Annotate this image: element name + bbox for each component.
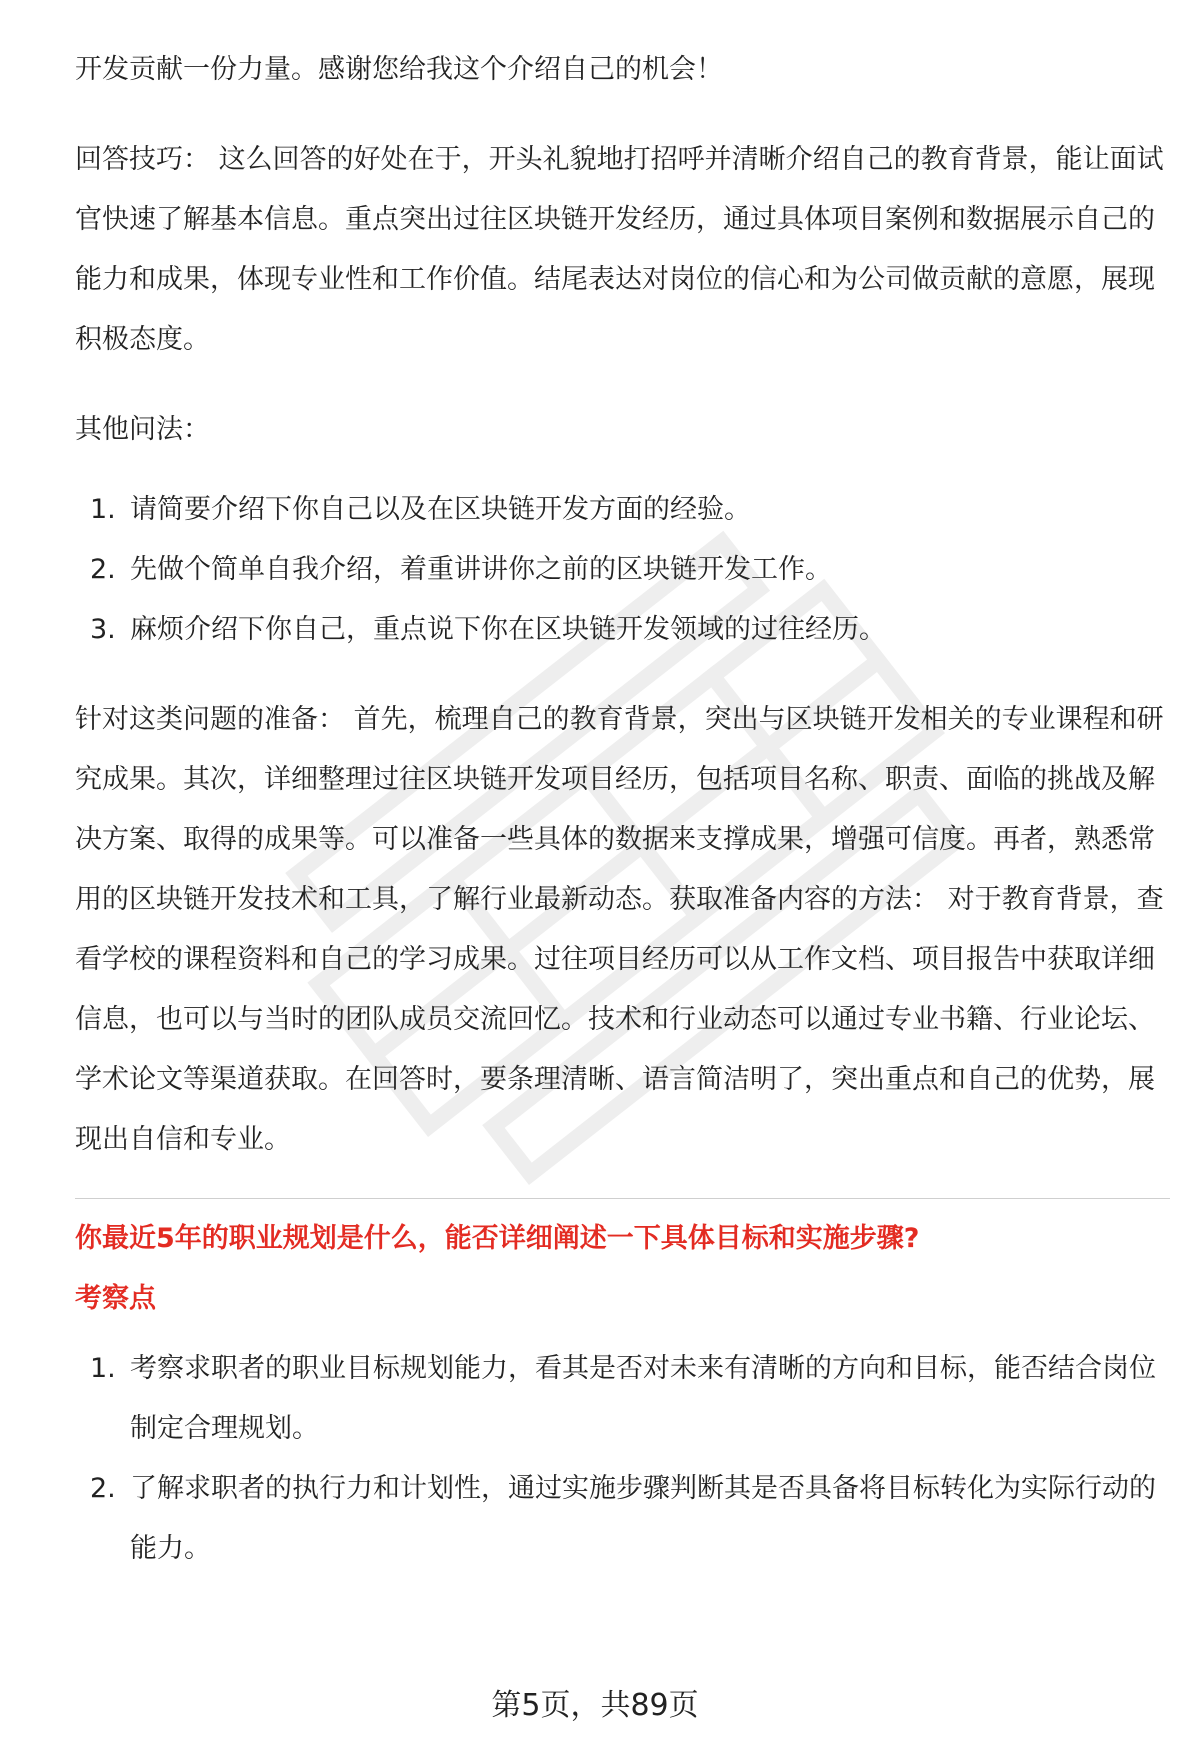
page-number: 第5页，共89页 [491, 1688, 699, 1723]
list-item: 2. 了解求职者的执行力和计划性，通过实施步骤判断其是否具备将目标转化为实际行动的能力。 [90, 1473, 1156, 1564]
preparation-paragraph: 针对这类问题的准备： 首先，梳理自己的教育背景，突出与区块链开发相关的专业课程和研究成果。其次，详细整理过往区块链开发项目经历，包括项目名称、职责、面临的挑战及解决方案、取得的成果等。可以准备一些具体的数据来支撑成果，增强可信度。再者，熟悉常用的区块链开发技术和工具，了解行业最新动态。获取准备内容的方法： 对于教育背景，查看学校的课程资料和自己的学习成果。过往项目经历可以从工作文档、项目报告中获取详细信息，也可以与当时的团队成员交流回忆。技术和行业动态可以通过专业书籍、行业论坛、学术论文等渠道获取。在回答时，要条理清晰、语言简洁明了，突出重点和自己的优势，展现出自信和专业。 [75, 704, 1164, 1155]
document-body [75, 40, 1170, 1609]
list-item: 2. 先做个简单自我介绍，着重讲讲你之前的区块链开发工作。 [90, 554, 832, 585]
other-questions-list [75, 480, 1170, 660]
assessment-points-list [75, 1339, 1170, 1579]
list-item: 1. 考察求职者的职业目标规划能力，看其是否对未来有清晰的方向和目标，能否结合岗位制定合理规划。 [90, 1353, 1156, 1444]
other-questions-label: 其他问法： [75, 414, 210, 445]
section-divider [75, 1198, 1170, 1199]
assessment-points-heading: 考察点 [75, 1283, 156, 1314]
list-item: 1. 请简要介绍下你自己以及在区块链开发方面的经验。 [90, 494, 751, 525]
question-title: 你最近5年的职业规划是什么，能否详细阐述一下具体目标和实施步骤? [75, 1223, 920, 1254]
intro-end-paragraph: 开发贡献一份力量。感谢您给我这个介绍自己的机会！ [75, 54, 723, 85]
answer-tips-paragraph: 回答技巧： 这么回答的好处在于，开头礼貌地打招呼并清晰介绍自己的教育背景，能让面试官快速了解基本信息。重点突出过往区块链开发经历，通过具体项目案例和数据展示自己的能力和成果，体现专业性和工作价值。结尾表达对岗位的信心和为公司做贡献的意愿，展现积极态度。 [75, 144, 1164, 355]
list-item: 3. 麻烦介绍下你自己，重点说下你在区块链开发领域的过往经历。 [90, 614, 886, 645]
